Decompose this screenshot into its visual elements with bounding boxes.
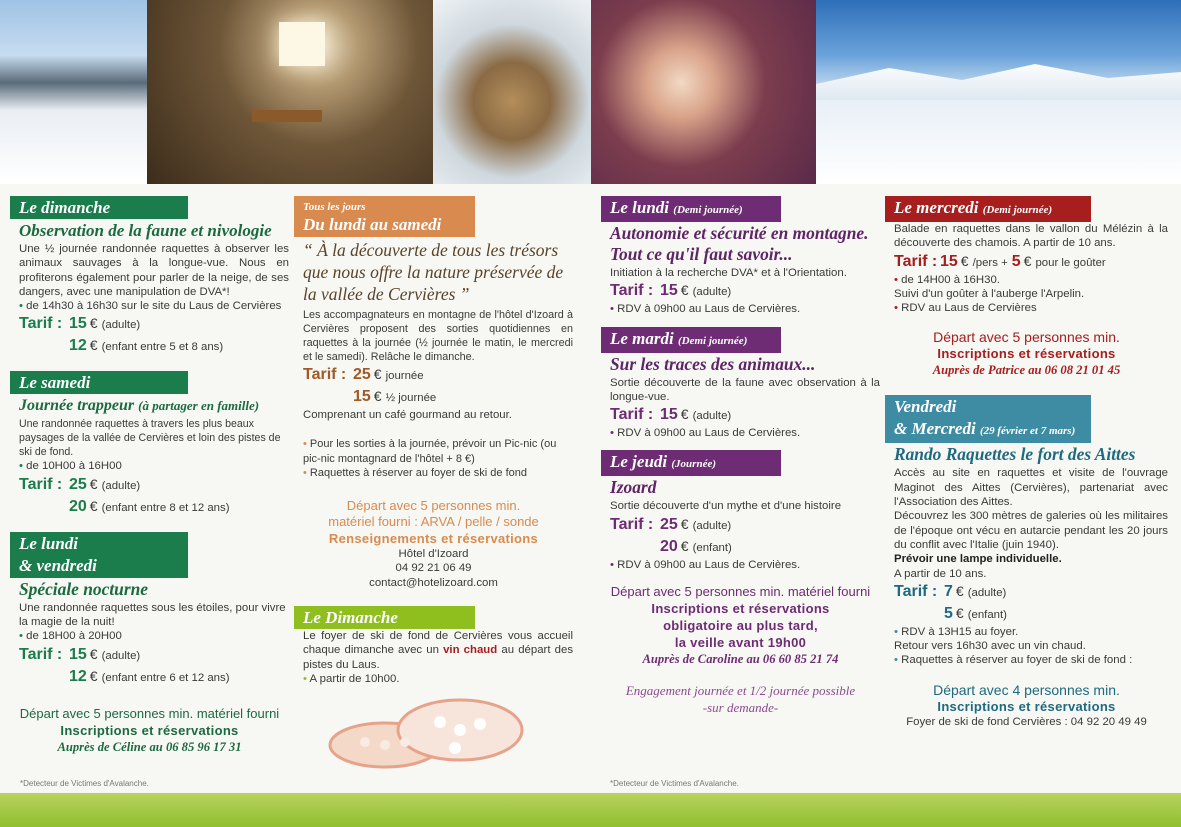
- hotel-email[interactable]: contact@hotelizoard.com: [369, 576, 498, 589]
- price-day: Tarif : 25 € journée: [303, 366, 424, 383]
- price-half-day: 15 € ½ journée: [353, 388, 437, 405]
- bottom-grass-strip: [0, 793, 1181, 827]
- bullet-snowshoes: • Raquettes à réserver au foyer de ski de fond: [303, 466, 573, 480]
- text-fort-aittes-2: Découvrez les 300 mètres de galeries où les militaires de l'époque ont vécu en autarcie pendant les 20 jours du conflit avec l'Italie (juin 1940).: [894, 510, 1168, 551]
- departure-info-hotel: Départ avec 5 personnes min.: [346, 498, 521, 514]
- header-sunday: Le dimanche: [10, 196, 188, 219]
- quote-treasures: “ À la découverte de tous les trésors que nous offre la nature préservée de la vallée de Cervières ”: [303, 240, 564, 304]
- text-autonomy: Initiation à la recherche DVA* et à l'Orientation.: [610, 267, 847, 279]
- snowshoe-illustration: [325, 690, 530, 780]
- on-request: -sur demande-: [702, 700, 779, 716]
- reservations-line-2: obligatoire au plus tard,: [663, 618, 818, 634]
- text-hotel: Les accompagnateurs en montagne de l'hôtel d'Izoard à Cervières proposent des sorties quotidiennes en raquettes à la journée (½ journée le matin, le mercredi et le samedi). Relâche le dimanche.: [303, 309, 573, 363]
- rdv-animal-tracks: • RDV à 09h00 au Laus de Cervières.: [610, 426, 880, 440]
- column-3: [601, 196, 880, 716]
- title-trapper: Journée trappeur (à partager en famille): [19, 397, 260, 415]
- hotel-name: Hôtel d'Izoard: [398, 548, 469, 561]
- photo-old-kitchen: [147, 0, 433, 184]
- header-wednesday: Le mercredi (Demi journée): [885, 196, 1091, 222]
- text-animal-tracks: Sortie découverte de la faune avec observation à la longue-vue.: [610, 376, 880, 403]
- price-nocturne-child: 12 € (enfant entre 6 et 12 ans): [69, 667, 230, 685]
- price-izoard-child: 20 € (enfant): [660, 537, 732, 555]
- reservations-title-patrice: Inscriptions et réservations: [937, 346, 1116, 362]
- header-sunday-foyer: Le Dimanche: [294, 606, 475, 629]
- time-fauna: • de 14h30 à 16h30 sur le site du Laus de Cervières: [19, 299, 289, 313]
- price-nocturne-adult: Tarif : 15 € (adulte): [19, 645, 141, 663]
- price-trapper-adult: Tarif : 25 € (adulte): [19, 475, 141, 493]
- text-trapper: Une randonnée raquettes à travers les plus beaux paysages de la vallée de Cervières et loin des pistes de ski de fond.: [19, 418, 281, 459]
- photo-ibex: [433, 0, 591, 184]
- price-fauna-child: 12 € (enfant entre 5 et 8 ans): [69, 337, 224, 355]
- column-2: [294, 196, 573, 686]
- rdv-autonomy: • RDV à 09h00 au Laus de Cervières.: [610, 302, 880, 316]
- hotel-phone: 04 92 21 06 49: [395, 562, 472, 575]
- photo-band: [0, 0, 1181, 184]
- title-nocturne: Spéciale nocturne: [19, 578, 148, 599]
- title-fauna: Observation de la faune et nivologie: [19, 221, 272, 240]
- time-trapper: • de 10H00 à 16H00: [19, 459, 289, 473]
- equipment-info: matériel fourni : ARVA / pelle / sonde: [328, 514, 539, 530]
- time-chamois: • de 14H00 à 16H30.: [894, 273, 1168, 287]
- text-foyer: Le foyer de ski de fond de Cervières vous accueil chaque dimanche avec un vin chaud au départ des pistes du Laus.: [303, 630, 574, 671]
- title-animal-tracks: Sur les traces des animaux...: [610, 353, 816, 374]
- departure-info-patrice: Départ avec 5 personnes min.: [933, 329, 1120, 346]
- engagement-note: Engagement journée et 1/2 journée possible: [625, 683, 856, 699]
- departure-info-foyer: Départ avec 4 personnes min.: [933, 681, 1120, 698]
- bullet-picnic: • Pour les sorties à la journée, prévoir un Pic-nic (ou pic-nic montagnard de l'hôtel + 8 €): [303, 437, 573, 466]
- contact-patrice: Auprès de Patrice au 06 08 21 01 45: [932, 363, 1121, 378]
- photo-snowshoe-hikers: [816, 0, 1181, 184]
- footnote-dva: *Detecteur de Victimes d'Avalanche.: [20, 779, 149, 788]
- text-chamois: Balade en raquettes dans le vallon du Mélézin à la découverte des chamois. A partir de 10 ans.: [894, 223, 1168, 250]
- price-animal-tracks: Tarif : 15 € (adulte): [610, 406, 732, 424]
- snack-chamois: Suivi d'un goûter à l'auberge l'Arpelin.: [894, 287, 1085, 300]
- rdv-izoard: • RDV à 09h00 au Laus de Cervières.: [610, 558, 880, 572]
- snowshoes-fort: • Raquettes à réserver au foyer de ski de fond :: [894, 653, 1168, 667]
- footnote-dva-2: *Detecteur de Victimes d'Avalanche.: [610, 779, 739, 788]
- rdv-fort: • RDV à 13H15 au foyer.: [894, 625, 1168, 639]
- contact-caroline: Auprès de Caroline au 06 60 85 21 74: [642, 652, 839, 667]
- price-chamois: Tarif : 15 € /pers + 5 € pour le goûter: [894, 252, 1106, 270]
- price-trapper-child: 20 € (enfant entre 8 et 12 ans): [69, 497, 230, 515]
- header-thursday: Le jeudi (Journée): [601, 450, 781, 476]
- title-autonomy: Autonomie et sécurité en montagne. Tout ce qu'il faut savoir...: [610, 223, 869, 264]
- departure-info-caroline: Départ avec 5 personnes min. matériel fourni: [610, 584, 871, 600]
- price-fort-child: 5 € (enfant): [944, 604, 1007, 622]
- title-izoard: Izoard: [610, 477, 657, 498]
- column-4: [885, 196, 1168, 729]
- reservations-title-hotel: Renseignements et réservations: [328, 531, 539, 547]
- photo-children-with-lamb: [591, 0, 816, 184]
- reservations-line-3: la veille avant 19h00: [674, 635, 807, 651]
- reservations-title: Inscriptions et réservations: [60, 722, 239, 738]
- text-izoard: Sortie découverte d'un mythe et d'une histoire: [610, 500, 842, 513]
- reservations-line-1: Inscriptions et réservations: [651, 601, 830, 617]
- contact-foyer: Foyer de ski de fond Cervières : 04 92 20 49 49: [906, 715, 1147, 728]
- text-fort-aittes-1: Accès au site en raquettes et visite de l'ouvrage Maginot des Aittes (Cervières), partenariat avec l'Association des Aittes.: [894, 467, 1168, 509]
- text-coffee: Comprenant un café gourmand au retour.: [303, 409, 512, 421]
- time-foyer: • A partir de 10h00.: [303, 672, 573, 686]
- header-tuesday: Le mardi (Demi journée): [601, 327, 781, 353]
- header-monday: Le lundi (Demi journée): [601, 196, 781, 222]
- reservations-title-foyer: Inscriptions et réservations: [937, 698, 1116, 714]
- title-fort-aittes: Rando Raquettes le fort des Aittes: [894, 444, 1136, 465]
- return-fort: Retour vers 16h30 avec un vin chaud.: [894, 640, 1086, 653]
- price-izoard-adult: Tarif : 25 € (adulte): [610, 515, 732, 533]
- header-every-day: Tous les jours Du lundi au samedi: [294, 196, 475, 237]
- price-fauna-adult: Tarif : 15 € (adulte): [19, 315, 141, 333]
- text-fauna: Une ½ journée randonnée raquettes à observer les animaux sauvages à la longue-vue. Nous en profiterons également pour parler de la neige, de ses dangers, avec une manipulation de DVA*!: [19, 243, 289, 298]
- contact-celine: Auprès de Céline au 06 85 96 17 31: [57, 739, 242, 754]
- header-saturday: Le samedi: [10, 371, 188, 394]
- price-autonomy: Tarif : 15 € (adulte): [610, 282, 732, 300]
- age-requirement: A partir de 10 ans.: [894, 567, 987, 580]
- photo-snowy-valley: [0, 0, 147, 184]
- lamp-requirement: Prévoir une lampe individuelle.: [894, 553, 1062, 566]
- column-1: [10, 196, 289, 756]
- time-nocturne: • de 18H00 à 20H00: [19, 629, 289, 643]
- text-nocturne: Une randonnée raquettes sous les étoiles, pour vivre la magie de la nuit!: [19, 601, 286, 629]
- price-fort-adult: Tarif : 7 € (adulte): [894, 582, 1007, 600]
- header-monday-friday: Le lundi & vendredi: [10, 532, 188, 578]
- departure-info: Départ avec 5 personnes min. matériel fourni: [19, 705, 280, 721]
- header-friday-wednesday: Vendredi & Mercredi (29 février et 7 mars): [885, 395, 1091, 443]
- rdv-chamois: • RDV au Laus de Cervières: [894, 301, 1168, 315]
